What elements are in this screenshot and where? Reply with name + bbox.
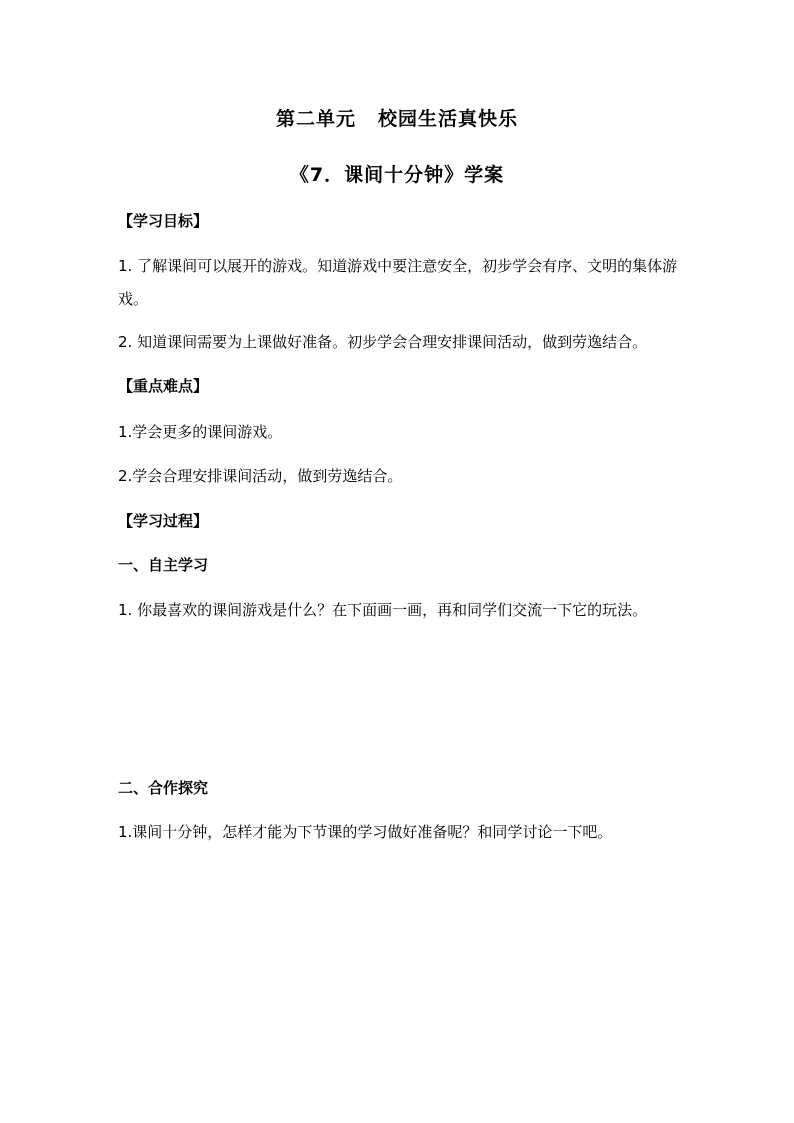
objectives-heading: 【学习目标】 xyxy=(118,212,209,230)
cooperative-heading: 二、合作探究 xyxy=(118,779,209,797)
self-study-heading: 一、自主学习 xyxy=(118,556,209,574)
objective-item-2: 2. 知道课间需要为上课做好准备。初步学会合理安排课间活动，做到劳逸结合。 xyxy=(118,333,648,351)
unit-title-number: 第二单元 xyxy=(275,108,356,130)
unit-title-name: 校园生活真快乐 xyxy=(378,108,519,130)
self-study-question: 1. 你最喜欢的课间游戏是什么？在下面画一画，再和同学们交流一下它的玩法。 xyxy=(118,601,648,619)
process-heading: 【学习过程】 xyxy=(118,512,209,530)
unit-title xyxy=(0,104,794,131)
cooperative-question: 1.课间十分钟，怎样才能为下节课的学习做好准备呢？和同学讨论一下吧。 xyxy=(118,823,613,841)
key-point-item-1: 1.学会更多的课间游戏。 xyxy=(118,423,283,441)
key-points-heading: 【重点难点】 xyxy=(118,377,209,395)
lesson-title: 《7．课间十分钟》学案 xyxy=(289,164,505,186)
objective-item-1: 1. 了解课间可以展开的游戏。知道游戏中要注意安全，初步学会有序、文明的集体游戏。 xyxy=(118,257,678,308)
key-point-item-2: 2.学会合理安排课间活动，做到劳逸结合。 xyxy=(118,467,403,485)
